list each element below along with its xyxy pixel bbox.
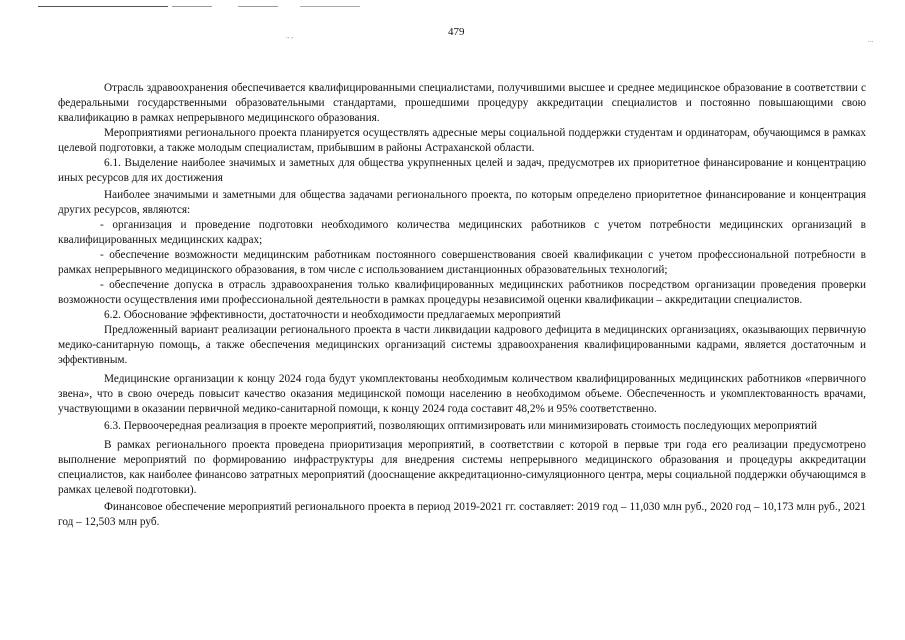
scan-speck: ... <box>868 36 874 44</box>
paragraph-intro: Отрасль здравоохранения обеспечивается квалифицированными специалистами, получившими высшее и среднее медицинское образование в соответствии с федеральными государственными образовательными стандартами, прошедшими процедуру аккредитации специалистов и постоянно повышающими свою квалификацию в рамках непрерывного медицинского образования. <box>58 82 866 124</box>
paragraph-social-support: Мероприятиями регионального проекта планируется осуществлять адресные меры социальной поддержки студентам и ординаторам, обучающимся в рамках целевой подготовки, а также молодым специалистам, прибывшим в районы Астраханской области. <box>58 127 866 154</box>
paragraph-prioritization: В рамках регионального проекта проведена приоритизация мероприятий, в соответствии с которой в первые три года его реализации предусмотрено выполнение мероприятий по формированию инфраструктуры для внедрения системы непрерывного медицинского образования и процедуры аккредитации специалистов, как наиболее финансово затратных мероприятий (дооснащение аккредитационно-симуляционного центра, меры социальной поддержки обучающимся в рамках целевой подготовки). <box>58 439 866 496</box>
scan-artifact-line <box>172 6 212 7</box>
document-body <box>58 81 866 530</box>
paragraph-effectiveness: Предложенный вариант реализации регионального проекта в части ликвидации кадрового дефицита в медицинских организациях, оказывающих первичную медико-санитарную помощь, а также обеспечения медицинских организаций системы здравоохранения квалифицированными кадрами, является достаточным и эффективным. <box>58 324 866 366</box>
page-number: 479 <box>448 26 465 38</box>
scan-artifact-line <box>300 6 360 7</box>
paragraph-staffing-2024: Медицинские организации к концу 2024 года будут укомплектованы необходимым количеством квалифицированных медицинских работников «первичного звена», что в свою очередь повысит качество оказания медицинской помощи населению в необходимом объеме. Обеспеченность и укомплектованность врачами, участвующими в оказании первичной медико-санитарной помощи, к концу 2024 года составит 48,2% и 95% соответственно. <box>58 373 866 415</box>
list-item: - организация и проведение подготовки необходимого количества медицинских работников с учетом потребности медицинских организаций в квалифицированных медицинских кадрах; <box>58 219 866 246</box>
scan-artifact-line <box>38 6 168 7</box>
list-item: - обеспечение допуска в отрасль здравоохранения только квалифицированных медицинских работников посредством организации проведения проверки возможности осуществления ими профессиональной деятельности в рамках процедуры независимой оценки квалификации – аккредитации специалистов. <box>58 279 866 306</box>
section-heading-6-3: 6.3. Первоочередная реализация в проекте мероприятий, позволяющих оптимизировать или минимизировать стоимость последующих мероприятий <box>104 420 817 432</box>
scan-artifact-line <box>238 6 278 7</box>
paragraph-key-tasks: Наиболее значимыми и заметными для общества задачами регионального проекта, по которым определено приоритетное финансирование и концентрация других ресурсов, являются: <box>58 189 866 216</box>
section-heading-6-1: 6.1. Выделение наиболее значимых и заметных для общества укрупненных целей и задач, предусмотрев их приоритетное финансирование и концентрацию иных ресурсов для их достижения <box>58 157 866 184</box>
list-item: - обеспечение возможности медицинским работникам постоянного совершенствования своей квалификации с учетом профессиональной потребности в рамках непрерывного медицинского образования, в том числе с использованием дистанционных образовательных технологий; <box>58 249 866 276</box>
paragraph-financing: Финансовое обеспечение мероприятий регионального проекта в период 2019-2021 гг. составляет: 2019 год – 11,030 млн руб., 2020 год – 10,173 млн руб., 2021 год – 12,503 млн руб. <box>58 501 866 528</box>
section-heading-6-2: 6.2. Обоснование эффективности, достаточности и необходимости предлагаемых мероприятий <box>104 309 561 321</box>
scan-speck: .. , <box>286 32 293 40</box>
